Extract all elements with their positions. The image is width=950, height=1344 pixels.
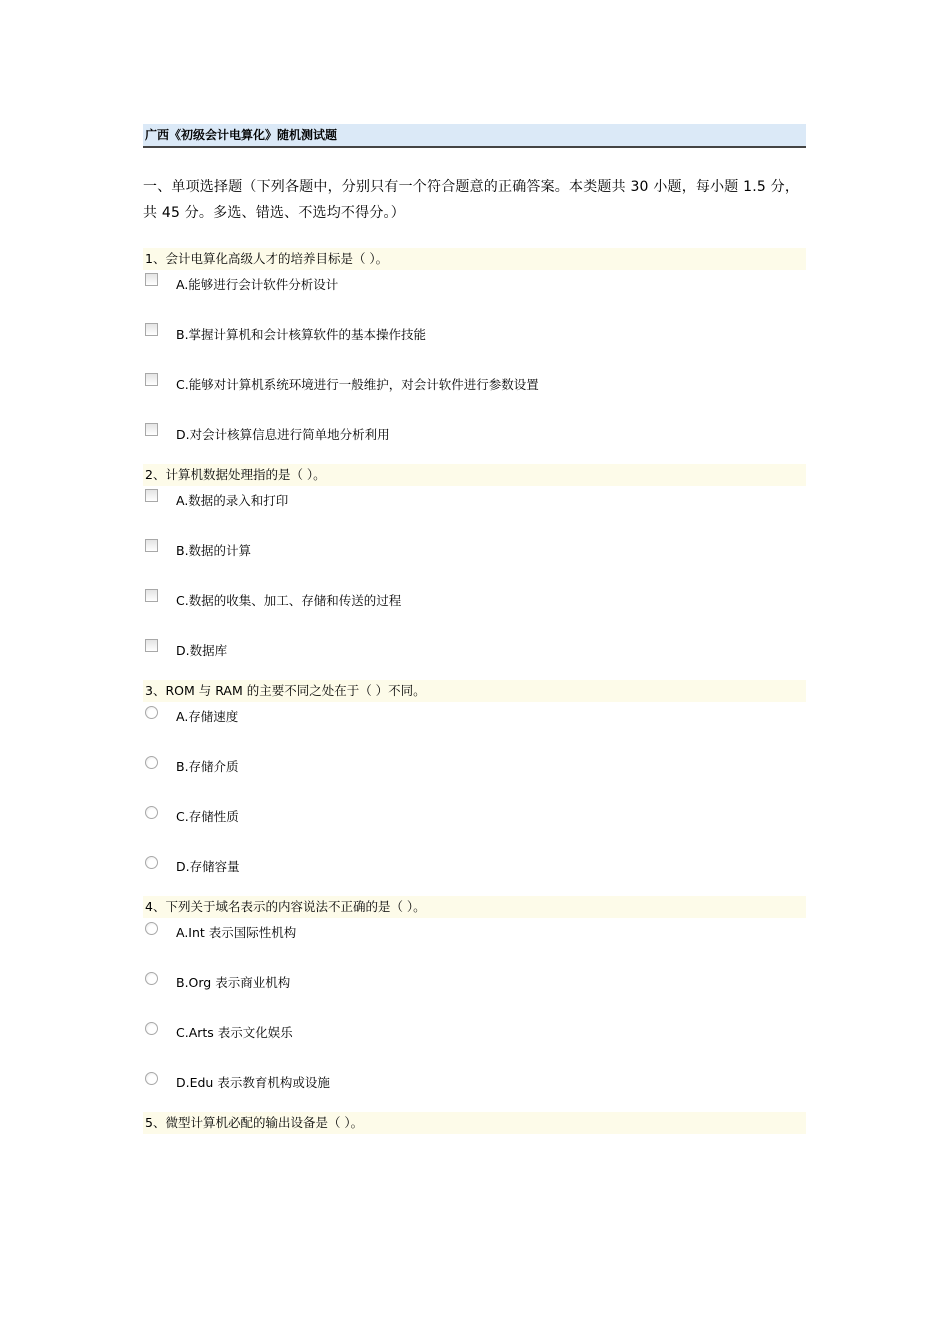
option-label: A.存储速度 — [176, 709, 239, 724]
document-title: 广西《初级会计电算化》随机测试题 — [143, 124, 806, 148]
option-4d[interactable] — [143, 1068, 806, 1096]
question-3: 3、ROM 与 RAM 的主要不同之处在于（ ）不同。 — [143, 680, 806, 702]
question-1-options — [143, 270, 806, 448]
option-3b[interactable] — [143, 752, 806, 802]
option-2a[interactable] — [143, 486, 806, 536]
checkbox-2b[interactable] — [145, 539, 158, 552]
radio-3b[interactable] — [145, 756, 158, 769]
question-2-options — [143, 486, 806, 664]
option-label: C.存储性质 — [176, 809, 239, 824]
option-label: B.Org 表示商业机构 — [176, 975, 291, 990]
question-4: 4、下列关于域名表示的内容说法不正确的是（ ）。 — [143, 896, 806, 918]
option-label: D.Edu 表示教育机构或设施 — [176, 1075, 330, 1090]
question-2: 2、计算机数据处理指的是（ ）。 — [143, 464, 806, 486]
question-5: 5、微型计算机必配的输出设备是（ ）。 — [143, 1112, 806, 1134]
checkbox-1b[interactable] — [145, 323, 158, 336]
radio-3a[interactable] — [145, 706, 158, 719]
section-intro: 一、单项选择题（下列各题中，分别只有一个符合题意的正确答案。本类题共 30 小题，每小题 1.5 分，共 45 分。多选、错选、不选均不得分。） — [143, 179, 800, 221]
checkbox-2a[interactable] — [145, 489, 158, 502]
option-label: B.存储介质 — [176, 759, 239, 774]
question-3-options — [143, 702, 806, 880]
option-label: A.数据的录入和打印 — [176, 493, 289, 508]
checkbox-2c[interactable] — [145, 589, 158, 602]
option-2c[interactable] — [143, 586, 806, 636]
option-1c[interactable] — [143, 370, 806, 420]
checkbox-1c[interactable] — [145, 373, 158, 386]
radio-4d[interactable] — [145, 1072, 158, 1085]
option-4c[interactable] — [143, 1018, 806, 1068]
option-2d[interactable] — [143, 636, 806, 664]
radio-4a[interactable] — [145, 922, 158, 935]
option-1b[interactable] — [143, 320, 806, 370]
radio-4c[interactable] — [145, 1022, 158, 1035]
option-4a[interactable] — [143, 918, 806, 968]
question-4-options — [143, 918, 806, 1096]
document-page — [143, 124, 806, 1134]
option-label: B.数据的计算 — [176, 543, 252, 558]
option-1d[interactable] — [143, 420, 806, 448]
option-3c[interactable] — [143, 802, 806, 852]
option-label: C.Arts 表示文化娱乐 — [176, 1025, 293, 1040]
option-3d[interactable] — [143, 852, 806, 880]
checkbox-2d[interactable] — [145, 639, 158, 652]
option-label: C.数据的收集、加工、存储和传送的过程 — [176, 593, 402, 608]
option-label: B.掌握计算机和会计核算软件的基本操作技能 — [176, 327, 427, 342]
radio-3c[interactable] — [145, 806, 158, 819]
option-label: C.能够对计算机系统环境进行一般维护，对会计软件进行参数设置 — [176, 377, 539, 392]
option-label: A.能够进行会计软件分析设计 — [176, 277, 339, 292]
question-1: 1、会计电算化高级人才的培养目标是（ ）。 — [143, 248, 806, 270]
option-2b[interactable] — [143, 536, 806, 586]
checkbox-1a[interactable] — [145, 273, 158, 286]
option-label: D.对会计核算信息进行简单地分析利用 — [176, 427, 390, 442]
option-1a[interactable] — [143, 270, 806, 320]
option-label: D.数据库 — [176, 643, 228, 658]
option-3a[interactable] — [143, 702, 806, 752]
checkbox-1d[interactable] — [145, 423, 158, 436]
radio-4b[interactable] — [145, 972, 158, 985]
option-4b[interactable] — [143, 968, 806, 1018]
option-label: A.Int 表示国际性机构 — [176, 925, 297, 940]
option-label: D.存储容量 — [176, 859, 240, 874]
radio-3d[interactable] — [145, 856, 158, 869]
